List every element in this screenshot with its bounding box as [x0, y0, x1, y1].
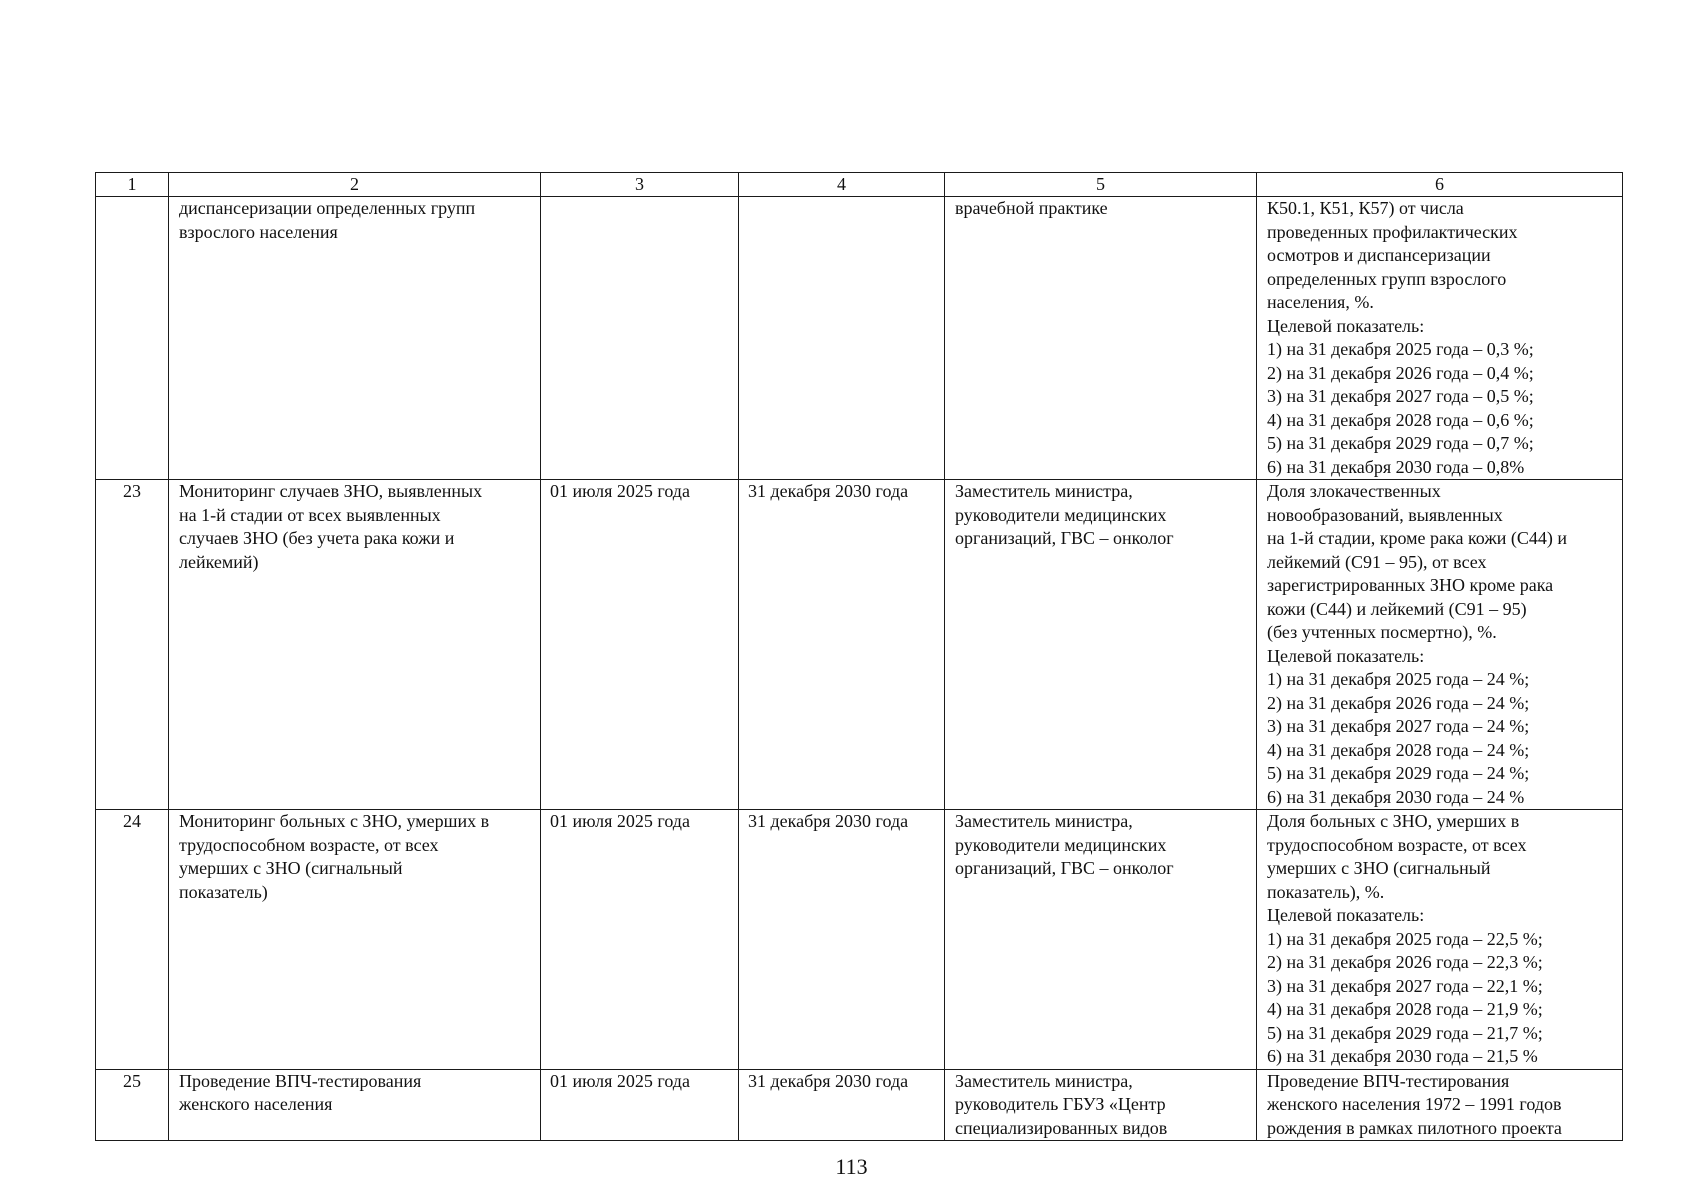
indicator-cell-line: осмотров и диспансеризации — [1267, 245, 1491, 265]
start-date-cell: 01 июля 2025 года — [541, 480, 739, 810]
end-date-cell — [739, 197, 945, 480]
table-row — [96, 197, 1623, 480]
table-body — [96, 197, 1623, 1141]
column-number-5: 5 — [945, 173, 1257, 197]
indicator-cell-line: 6) на 31 декабря 2030 года – 24 % — [1267, 786, 1525, 807]
responsible-cell-line: организаций, ГВС – онколог — [955, 858, 1174, 878]
table-row — [96, 810, 1623, 1070]
indicator-cell-line: 3) на 31 декабря 2027 года – 0,5 %; — [1267, 386, 1534, 406]
activity-name-cell-line: Мониторинг случаев ЗНО, выявленных — [179, 481, 483, 501]
activity-name-cell — [169, 810, 541, 1070]
activity-name-cell — [169, 197, 541, 480]
indicator-cell-line: (без учтенных посмертно), %. — [1267, 622, 1497, 642]
indicator-cell — [1257, 480, 1623, 810]
indicator-cell-line: Целевой показатель: — [1267, 315, 1425, 336]
indicator-cell-line: 2) на 31 декабря 2026 года – 22,3 %; — [1267, 952, 1543, 972]
activity-name-cell-line: показатель) — [179, 881, 268, 902]
indicator-cell-line: кожи (С44) и лейкемий (С91 – 95) — [1267, 598, 1527, 619]
activity-name-cell-line: трудоспособном возрасте, от всех — [179, 834, 439, 855]
activity-name-cell-line: Проведение ВПЧ-тестирования — [179, 1070, 422, 1091]
table-row — [96, 1069, 1623, 1141]
indicator-cell-line: лейкемий (С91 – 95), от всех — [1267, 551, 1487, 572]
responsible-cell-line: организаций, ГВС – онколог — [955, 528, 1174, 548]
indicator-cell-line: на 1-й стадии, кроме рака кожи (С44) и — [1267, 528, 1568, 548]
indicator-cell-line: проведенных профилактических — [1267, 221, 1518, 242]
indicator-cell-line: 4) на 31 декабря 2028 года – 24 %; — [1267, 739, 1530, 760]
indicator-cell-line: 5) на 31 декабря 2029 года – 0,7 %; — [1267, 433, 1534, 453]
responsible-cell-line: Заместитель министра, — [955, 1070, 1133, 1091]
row-number-cell — [96, 197, 169, 480]
indicator-cell-line: Целевой показатель: — [1267, 905, 1425, 925]
indicator-cell-line: показатель), %. — [1267, 881, 1385, 902]
indicator-cell-line: 5) на 31 декабря 2029 года – 21,7 %; — [1267, 1022, 1543, 1043]
start-date-cell — [541, 197, 739, 480]
column-number-2: 2 — [169, 173, 541, 197]
indicator-cell — [1257, 810, 1623, 1070]
start-date-cell: 01 июля 2025 года — [541, 1069, 739, 1141]
indicator-cell-line: 4) на 31 декабря 2028 года – 21,9 %; — [1267, 999, 1543, 1019]
end-date-cell: 31 декабря 2030 года — [739, 810, 945, 1070]
indicator-cell-line: 1) на 31 декабря 2025 года – 0,3 %; — [1267, 339, 1534, 359]
indicator-cell-line: Проведение ВПЧ-тестирования — [1267, 1070, 1510, 1091]
indicator-cell-line: Целевой показатель: — [1267, 645, 1425, 666]
indicator-cell — [1257, 197, 1623, 480]
indicator-cell-line: 6) на 31 декабря 2030 года – 0,8% — [1267, 456, 1525, 477]
activity-name-cell — [169, 1069, 541, 1141]
column-number-4: 4 — [739, 173, 945, 197]
start-date-cell: 01 июля 2025 года — [541, 810, 739, 1070]
indicator-cell-line: 6) на 31 декабря 2030 года – 21,5 % — [1267, 1046, 1538, 1066]
indicator-cell-line: определенных групп взрослого — [1267, 268, 1507, 289]
indicator-cell-line: Доля злокачественных — [1267, 481, 1441, 501]
responsible-cell-line: руководитель ГБУЗ «Центр — [955, 1094, 1166, 1114]
responsible-cell-line: врачебной практике — [955, 198, 1108, 218]
end-date-cell: 31 декабря 2030 года — [739, 1069, 945, 1141]
indicator-cell-line: 3) на 31 декабря 2027 года – 22,1 %; — [1267, 975, 1543, 996]
activity-name-cell-line: лейкемий) — [179, 551, 259, 572]
indicator-cell-line: 1) на 31 декабря 2025 года – 22,5 %; — [1267, 928, 1543, 949]
activity-name-cell-line: женского населения — [179, 1094, 333, 1114]
indicator-cell-line: населения, %. — [1267, 292, 1374, 312]
activity-name-cell-line: Мониторинг больных с ЗНО, умерших в — [179, 811, 490, 831]
responsible-cell — [945, 197, 1257, 480]
plan-table — [95, 172, 1623, 1141]
table-row — [96, 480, 1623, 810]
responsible-cell-line: руководители медицинских — [955, 504, 1167, 525]
end-date-cell: 31 декабря 2030 года — [739, 480, 945, 810]
indicator-cell-line: 5) на 31 декабря 2029 года – 24 %; — [1267, 763, 1530, 783]
indicator-cell-line: женского населения 1972 – 1991 годов — [1267, 1094, 1562, 1114]
column-number-3: 3 — [541, 173, 739, 197]
column-number-6: 6 — [1257, 173, 1623, 197]
responsible-cell-line: руководители медицинских — [955, 834, 1167, 855]
column-number-1: 1 — [96, 173, 169, 197]
indicator-cell-line: К50.1, К51, К57) от числа — [1267, 198, 1464, 218]
indicator-cell-line: 1) на 31 декабря 2025 года – 24 %; — [1267, 669, 1530, 689]
responsible-cell-line: Заместитель министра, — [955, 811, 1133, 831]
responsible-cell — [945, 810, 1257, 1070]
indicator-cell-line: Доля больных с ЗНО, умерших в — [1267, 811, 1520, 831]
responsible-cell — [945, 480, 1257, 810]
page-number: 113 — [835, 1154, 868, 1179]
activity-name-cell-line: на 1-й стадии от всех выявленных — [179, 504, 441, 525]
responsible-cell-line: специализированных видов — [955, 1117, 1168, 1138]
activity-name-cell-line: умерших с ЗНО (сигнальный — [179, 858, 403, 878]
indicator-cell-line: 2) на 31 декабря 2026 года – 0,4 %; — [1267, 362, 1534, 383]
activity-name-cell-line: случаев ЗНО (без учета рака кожи и — [179, 528, 455, 548]
row-number-cell: 24 — [96, 810, 169, 1070]
responsible-cell-line: Заместитель министра, — [955, 481, 1133, 501]
activity-name-cell-line: взрослого населения — [179, 221, 338, 242]
activity-name-cell-line: диспансеризации определенных групп — [179, 198, 476, 218]
indicator-cell-line: зарегистрированных ЗНО кроме рака — [1267, 575, 1554, 595]
indicator-cell-line: 3) на 31 декабря 2027 года – 24 %; — [1267, 716, 1530, 736]
indicator-cell-line: умерших с ЗНО (сигнальный — [1267, 858, 1491, 878]
indicator-cell-line: трудоспособном возрасте, от всех — [1267, 834, 1527, 855]
indicator-cell-line: новообразований, выявленных — [1267, 504, 1503, 525]
row-number-cell: 25 — [96, 1069, 169, 1141]
indicator-cell — [1257, 1069, 1623, 1141]
indicator-cell-line: 4) на 31 декабря 2028 года – 0,6 %; — [1267, 409, 1534, 430]
responsible-cell — [945, 1069, 1257, 1141]
column-number-row — [96, 173, 1623, 197]
row-number-cell: 23 — [96, 480, 169, 810]
activity-name-cell — [169, 480, 541, 810]
indicator-cell-line: 2) на 31 декабря 2026 года – 24 %; — [1267, 692, 1530, 713]
indicator-cell-line: рождения в рамках пилотного проекта — [1267, 1117, 1562, 1138]
